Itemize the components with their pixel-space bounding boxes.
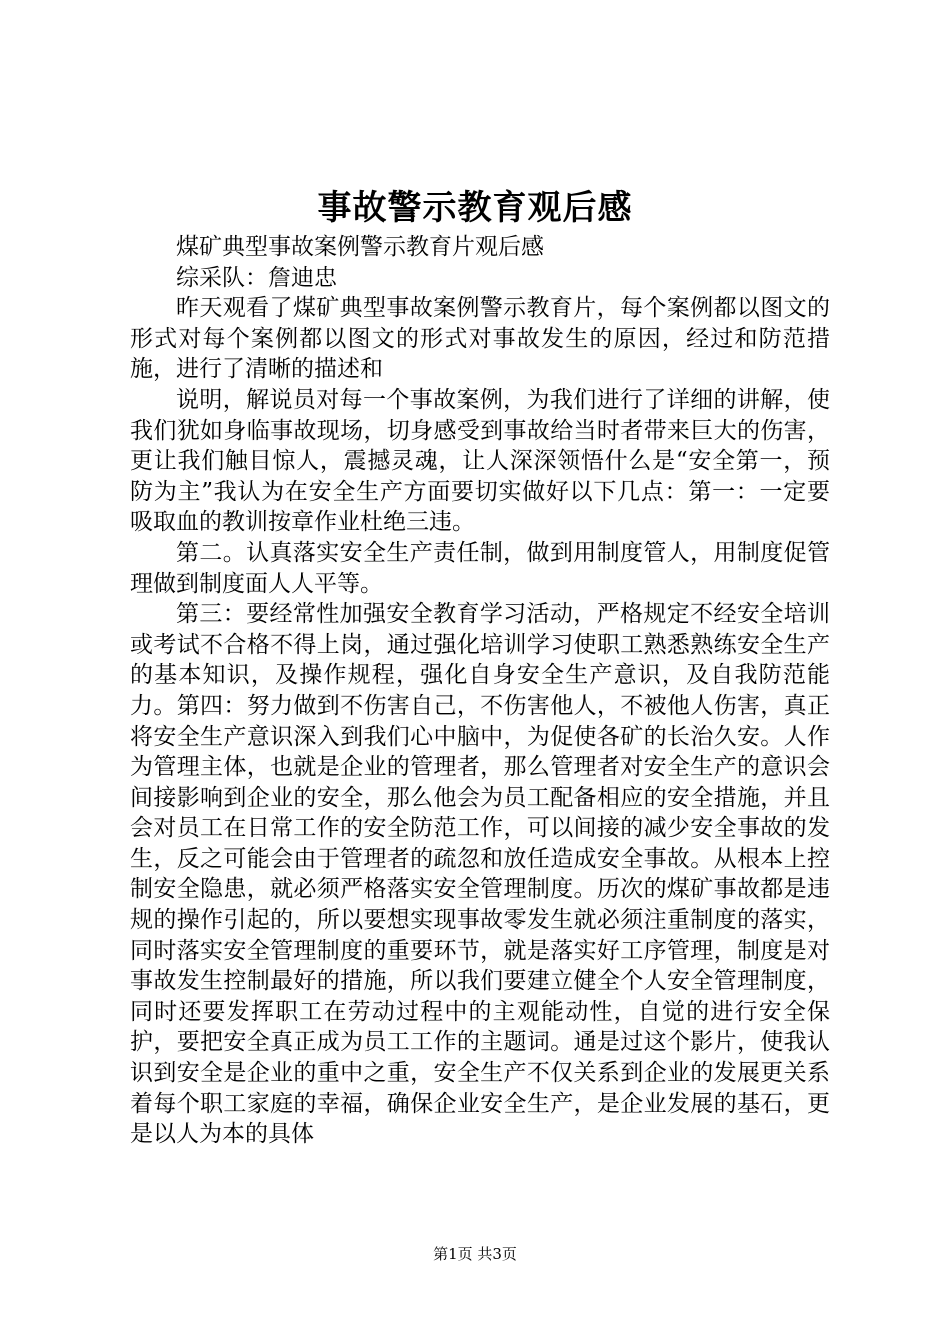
author-line: 综采队：詹迪忠 [176, 264, 337, 291]
body-paragraph: 说明，解说员对每一个事故案例，为我们进行了详细的讲解，使我们犹如身临事故现场，切身感受到事故给当时者带来巨大的伤害，更让我们触目惊人，震撼灵魂，让人深深领悟什么是“安全第一，预防为主”我认为在安全生产方面要切实做好以下几点：第一：一定要吸取血的教训按章作业杜绝三违。 [130, 386, 830, 536]
document-body [130, 232, 830, 1150]
subtitle-line: 煤矿典型事故案例警示教育片观后感 [176, 234, 544, 260]
page-number-footer: 第1页 共3页 [433, 1245, 517, 1263]
body-paragraph: 第二。认真落实安全生产责任制，做到用制度管人，用制度促管理做到制度面人人平等。 [130, 539, 830, 597]
body-paragraph: 第三：要经常性加强安全教育学习活动，严格规定不经安全培训或考试不合格不得上岗，通过强化培训学习使职工熟悉熟练安全生产的基本知识，及操作规程，强化自身安全生产意识，及自我防范能力。第四：努力做到不伤害自己，不伤害他人，不被他人伤害，真正将安全生产意识深入到我们心中脑中，为促使各矿的长治久安。人作为管理主体，也就是企业的管理者，那么管理者对安全生产的意识会间接影响到企业的安全，那么他会为员工配备相应的安全措施，并且会对员工在日常工作的安全防范工作，可以间接的减少安全事故的发生，反之可能会由于管理者的疏忽和放任造成安全事故。从根本上控制安全隐患，就必须严格落实安全管理制度。历次的煤矿事故都是违规的操作引起的，所以要想实现事故零发生就必须注重制度的落实，同时落实安全管理制度的重要环节，就是落实好工序管理，制度是对事故发生控制最好的措施，所以我们要建立健全个人安全管理制度，同时还要发挥职工在劳动过程中的主观能动性，自觉的进行安全保护，要把安全真正成为员工工作的主题词。通是过这个影片，使我认识到安全是企业的重中之重，安全生产不仅关系到企业的发展更关系着每个职工家庭的幸福，确保企业安全生产，是企业发展的基石，更是以人为本的具体 [130, 601, 830, 1148]
body-paragraph: 昨天观看了煤矿典型事故案例警示教育片，每个案例都以图文的形式对每个案例都以图文的形式对事故发生的原因，经过和防范措施，进行了清晰的描述和 [130, 295, 830, 383]
page-title: 事故警示教育观后感 [317, 188, 633, 228]
